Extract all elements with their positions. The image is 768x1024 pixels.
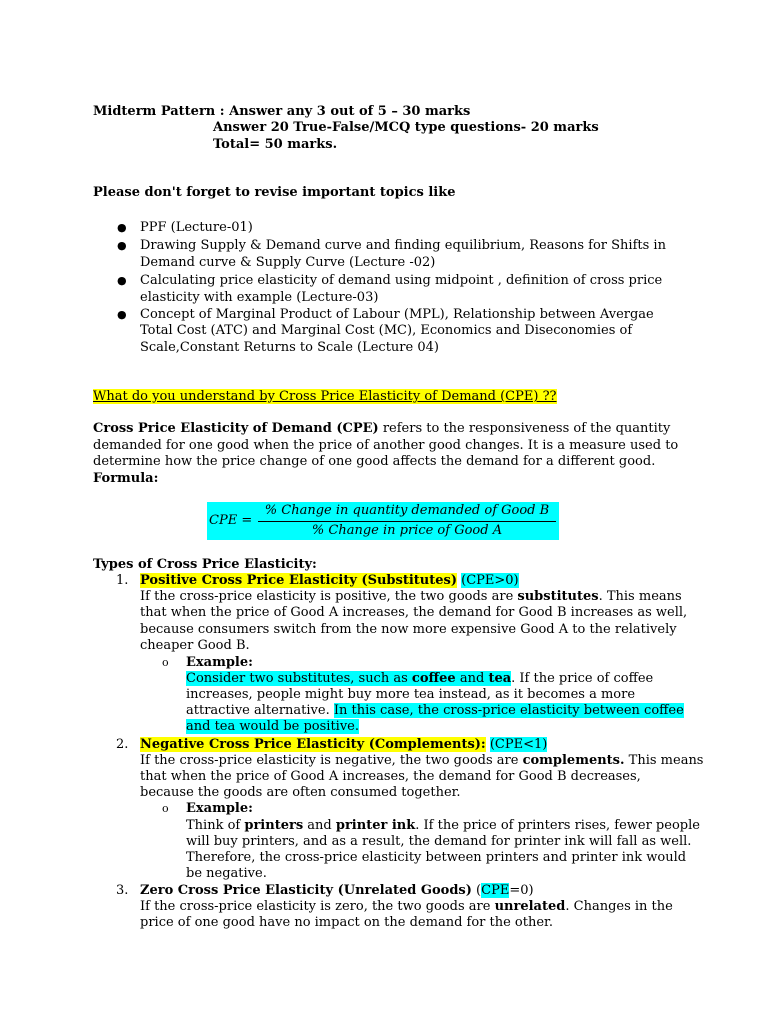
- text: and: [303, 818, 336, 833]
- sub-bullet-icon: o: [162, 656, 169, 669]
- type-1-line-1: [140, 589, 682, 605]
- midterm-total: Total= 50 marks.: [213, 137, 338, 152]
- type-1-example-line-1: [186, 671, 653, 687]
- type-3-condition-highlight: CPE: [481, 883, 510, 898]
- keyword-tea: tea: [488, 671, 512, 686]
- formula-denominator: % Change in price of Good A: [311, 523, 503, 538]
- topic-item-3-line-2: elasticity with example (Lecture-03): [140, 290, 379, 305]
- type-3-title: Zero Cross Price Elasticity (Unrelated Goods): [140, 883, 472, 898]
- topic-item-4-line-1: Concept of Marginal Product of Labour (MPL), Relationship between Avergae: [140, 307, 654, 322]
- bullet-icon: ●: [117, 221, 127, 234]
- bullet-icon: ●: [117, 308, 127, 321]
- bullet-icon: ●: [117, 239, 127, 252]
- text: . If the price of printers rises, fewer people: [415, 818, 700, 833]
- type-1-line-3: because consumers switch from the now more expensive Good A to the relatively: [140, 622, 677, 637]
- type-2-example-line-4: be negative.: [186, 866, 267, 881]
- type-1-number: 1.: [116, 573, 129, 588]
- type-1-line-4: cheaper Good B.: [140, 638, 250, 653]
- midterm-item-2: Answer 20 True-False/MCQ type questions- 20 marks: [213, 120, 599, 135]
- topic-item-4-line-2: Total Cost (ATC) and Marginal Cost (MC), Economics and Diseconomies of: [140, 323, 633, 338]
- type-3-heading: [140, 883, 534, 899]
- text: This means: [624, 753, 704, 768]
- keyword-printers: printers: [244, 818, 304, 833]
- definition-line-1: [93, 421, 670, 437]
- text: Think of: [186, 818, 245, 833]
- type-2-heading: [140, 737, 547, 753]
- revise-heading: Please don't forget to revise important topics like: [93, 185, 456, 200]
- topic-item-2-line-1: Drawing Supply & Demand curve and finding equilibrium, Reasons for Shifts in: [140, 238, 666, 253]
- text: (: [471, 883, 482, 898]
- type-1-example-line-3: [186, 703, 684, 719]
- type-1-title: Positive Cross Price Elasticity (Substitutes): [140, 573, 457, 588]
- text: If the cross-price elasticity is positive, the two goods are: [140, 589, 518, 604]
- type-1-heading: [140, 573, 519, 589]
- keyword-printer-ink: printer ink: [335, 818, 416, 833]
- type-2-example-line-1: [186, 818, 700, 834]
- topic-item-1: PPF (Lecture-01): [140, 220, 253, 235]
- type-2-number: 2.: [116, 737, 129, 752]
- type-1-line-2: that when the price of Good A increases, the demand for Good B increases as well,: [140, 605, 688, 620]
- type-1-example-label: Example:: [186, 655, 253, 670]
- topic-item-4-line-3: Scale,Constant Returns to Scale (Lecture 04): [140, 340, 439, 355]
- text: . If the price of coffee: [511, 671, 654, 686]
- text: attractive alternative.: [186, 703, 334, 718]
- type-3-number: 3.: [116, 883, 129, 898]
- cpe-formula: [207, 502, 559, 540]
- text: . Changes in the: [565, 899, 673, 914]
- fraction-bar: [258, 521, 556, 522]
- formula-lhs: CPE =: [209, 513, 253, 528]
- type-2-example-line-2: will buy printers, and as a result, the demand for printer ink will fall as well.: [186, 834, 692, 849]
- midterm-item-1: Answer any 3 out of 5 – 30 marks: [229, 104, 471, 119]
- text: Consider two substitutes, such as: [186, 671, 412, 686]
- type-1-example-line-4: [186, 719, 359, 735]
- topic-item-2-line-2: Demand curve & Supply Curve (Lecture -02): [140, 255, 436, 270]
- definition-text: refers to the responsiveness of the quantity: [378, 421, 671, 436]
- highlighted-text: In this case, the cross-price elasticity between coffee: [333, 703, 684, 718]
- keyword-substitutes: substitutes: [517, 589, 599, 604]
- bullet-icon: ●: [117, 274, 127, 287]
- type-2-line-2: that when the price of Good A increases, the demand for Good B decreases,: [140, 769, 641, 784]
- definition-line-3: determine how the price change of one good affects the demand for a different good.: [93, 454, 656, 469]
- type-3-line-2: price of one good have no impact on the demand for the other.: [140, 915, 553, 930]
- keyword-complements: complements.: [522, 753, 625, 768]
- highlighted-text: and tea would be positive.: [186, 719, 359, 734]
- midterm-line-1: [93, 104, 470, 120]
- type-2-title: Negative Cross Price Elasticity (Complements: [140, 737, 475, 752]
- keyword-coffee: coffee: [411, 671, 456, 686]
- keyword-unrelated: unrelated: [494, 899, 566, 914]
- type-2-line-1: [140, 753, 703, 769]
- type-1-condition: (CPE>0): [461, 573, 519, 588]
- formula-label: Formula:: [93, 471, 159, 486]
- type-2-line-3: because the goods are often consumed together.: [140, 785, 461, 800]
- text: and: [455, 671, 489, 686]
- question-text: What do you understand by Cross Price Elasticity of Demand (CPE) ??: [93, 389, 557, 404]
- type-3-condition: =0): [509, 883, 534, 898]
- sub-bullet-icon: o: [162, 802, 169, 815]
- type-2-example-line-3: Therefore, the cross-price elasticity between printers and printer ink would: [186, 850, 687, 865]
- text: If the cross-price elasticity is zero, the two goods are: [140, 899, 495, 914]
- type-1-example-line-2: increases, people might buy more tea instead, as it becomes a more: [186, 687, 636, 702]
- definition-term: Cross Price Elasticity of Demand (CPE): [93, 421, 379, 436]
- type-2-condition: (CPE<1): [489, 737, 548, 752]
- definition-line-2: demanded for one good when the price of another good changes. It is a measure used to: [93, 438, 679, 453]
- text: If the cross-price elasticity is negative, the two goods are: [140, 753, 523, 768]
- midterm-label: Midterm Pattern :: [93, 104, 230, 119]
- text: . This means: [598, 589, 682, 604]
- type-3-line-1: [140, 899, 673, 915]
- type-2-title-end: ):: [474, 737, 486, 752]
- formula-numerator: % Change in quantity demanded of Good B: [264, 503, 550, 518]
- types-heading: Types of Cross Price Elasticity:: [93, 557, 317, 572]
- type-2-example-label: Example:: [186, 801, 253, 816]
- question-heading: [93, 389, 557, 405]
- topic-item-3-line-1: Calculating price elasticity of demand using midpoint , definition of cross price: [140, 273, 663, 288]
